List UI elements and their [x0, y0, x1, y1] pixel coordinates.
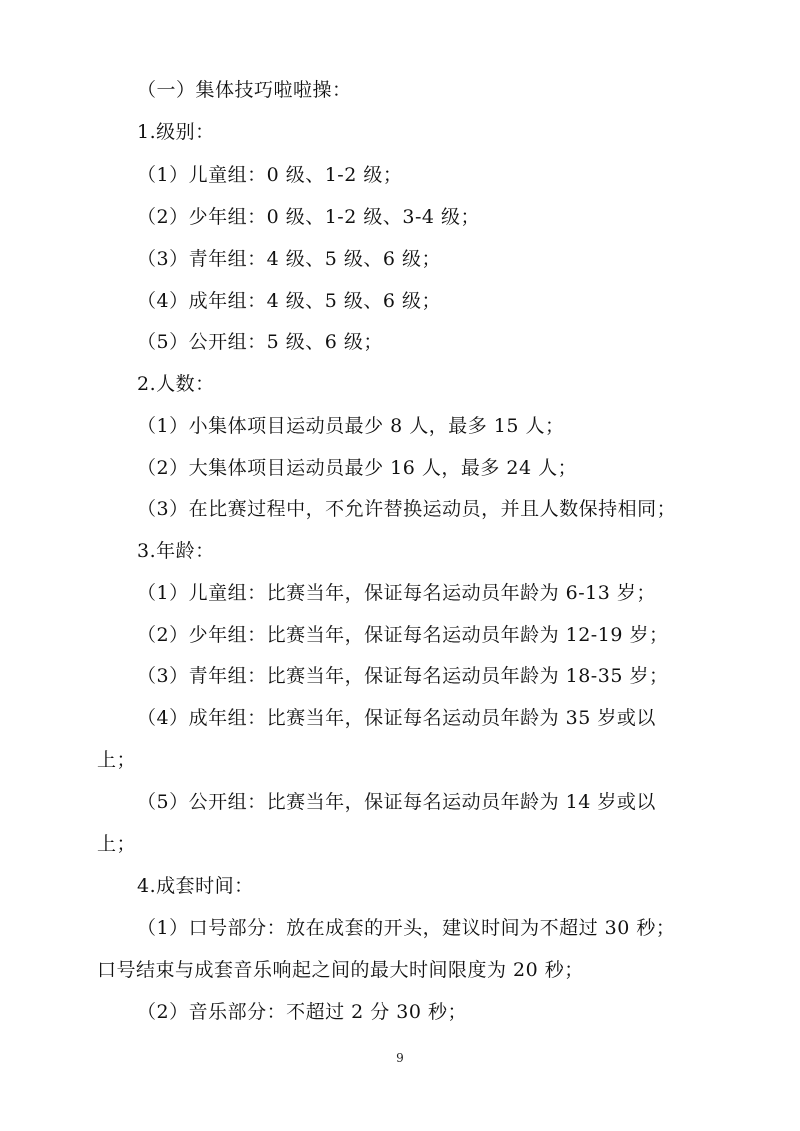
levels-item-4: （4）成年组：4 级、5 级、6 级；: [137, 290, 441, 312]
levels-item-3: （3）青年组：4 级、5 级、6 级；: [137, 248, 441, 270]
age-item-2: （2）少年组：比赛当年，保证每名运动员年龄为 12-19 岁；: [137, 624, 669, 646]
numbers-item-1: （1）小集体项目运动员最少 8 人，最多 15 人；: [137, 415, 565, 437]
section-title: （一）集体技巧啦啦操：: [137, 79, 352, 101]
numbers-item-2: （2）大集体项目运动员最少 16 人，最多 24 人；: [137, 457, 578, 479]
age-item-5-continuation: 上；: [97, 833, 137, 855]
time-heading: 4.成套时间：: [137, 875, 254, 897]
numbers-heading: 2.人数：: [137, 373, 215, 395]
time-item-1-continuation: 口号结束与成套音乐响起之间的最大时间限度为 20 秒；: [97, 959, 584, 981]
levels-heading: 1.级别：: [137, 121, 215, 143]
numbers-item-3: （3）在比赛过程中，不允许替换运动员，并且人数保持相同；: [137, 498, 677, 520]
age-heading: 3.年龄：: [137, 540, 215, 562]
time-item-1: （1）口号部分：放在成套的开头，建议时间为不超过 30 秒；: [137, 917, 676, 939]
age-item-4-continuation: 上；: [97, 749, 137, 771]
age-item-3: （3）青年组：比赛当年，保证每名运动员年龄为 18-35 岁；: [137, 665, 669, 687]
page-number: 9: [396, 1051, 404, 1065]
age-item-1: （1）儿童组：比赛当年，保证每名运动员年龄为 6-13 岁；: [137, 582, 656, 604]
age-item-4: （4）成年组：比赛当年，保证每名运动员年龄为 35 岁或以: [137, 707, 656, 729]
age-item-5: （5）公开组：比赛当年，保证每名运动员年龄为 14 岁或以: [137, 791, 656, 813]
levels-item-2: （2）少年组：0 级、1-2 级、3-4 级；: [137, 206, 480, 228]
levels-item-1: （1）儿童组：0 级、1-2 级；: [137, 164, 403, 186]
time-item-2: （2）音乐部分：不超过 2 分 30 秒；: [137, 1001, 468, 1023]
levels-item-5: （5）公开组：5 级、6 级；: [137, 331, 383, 353]
